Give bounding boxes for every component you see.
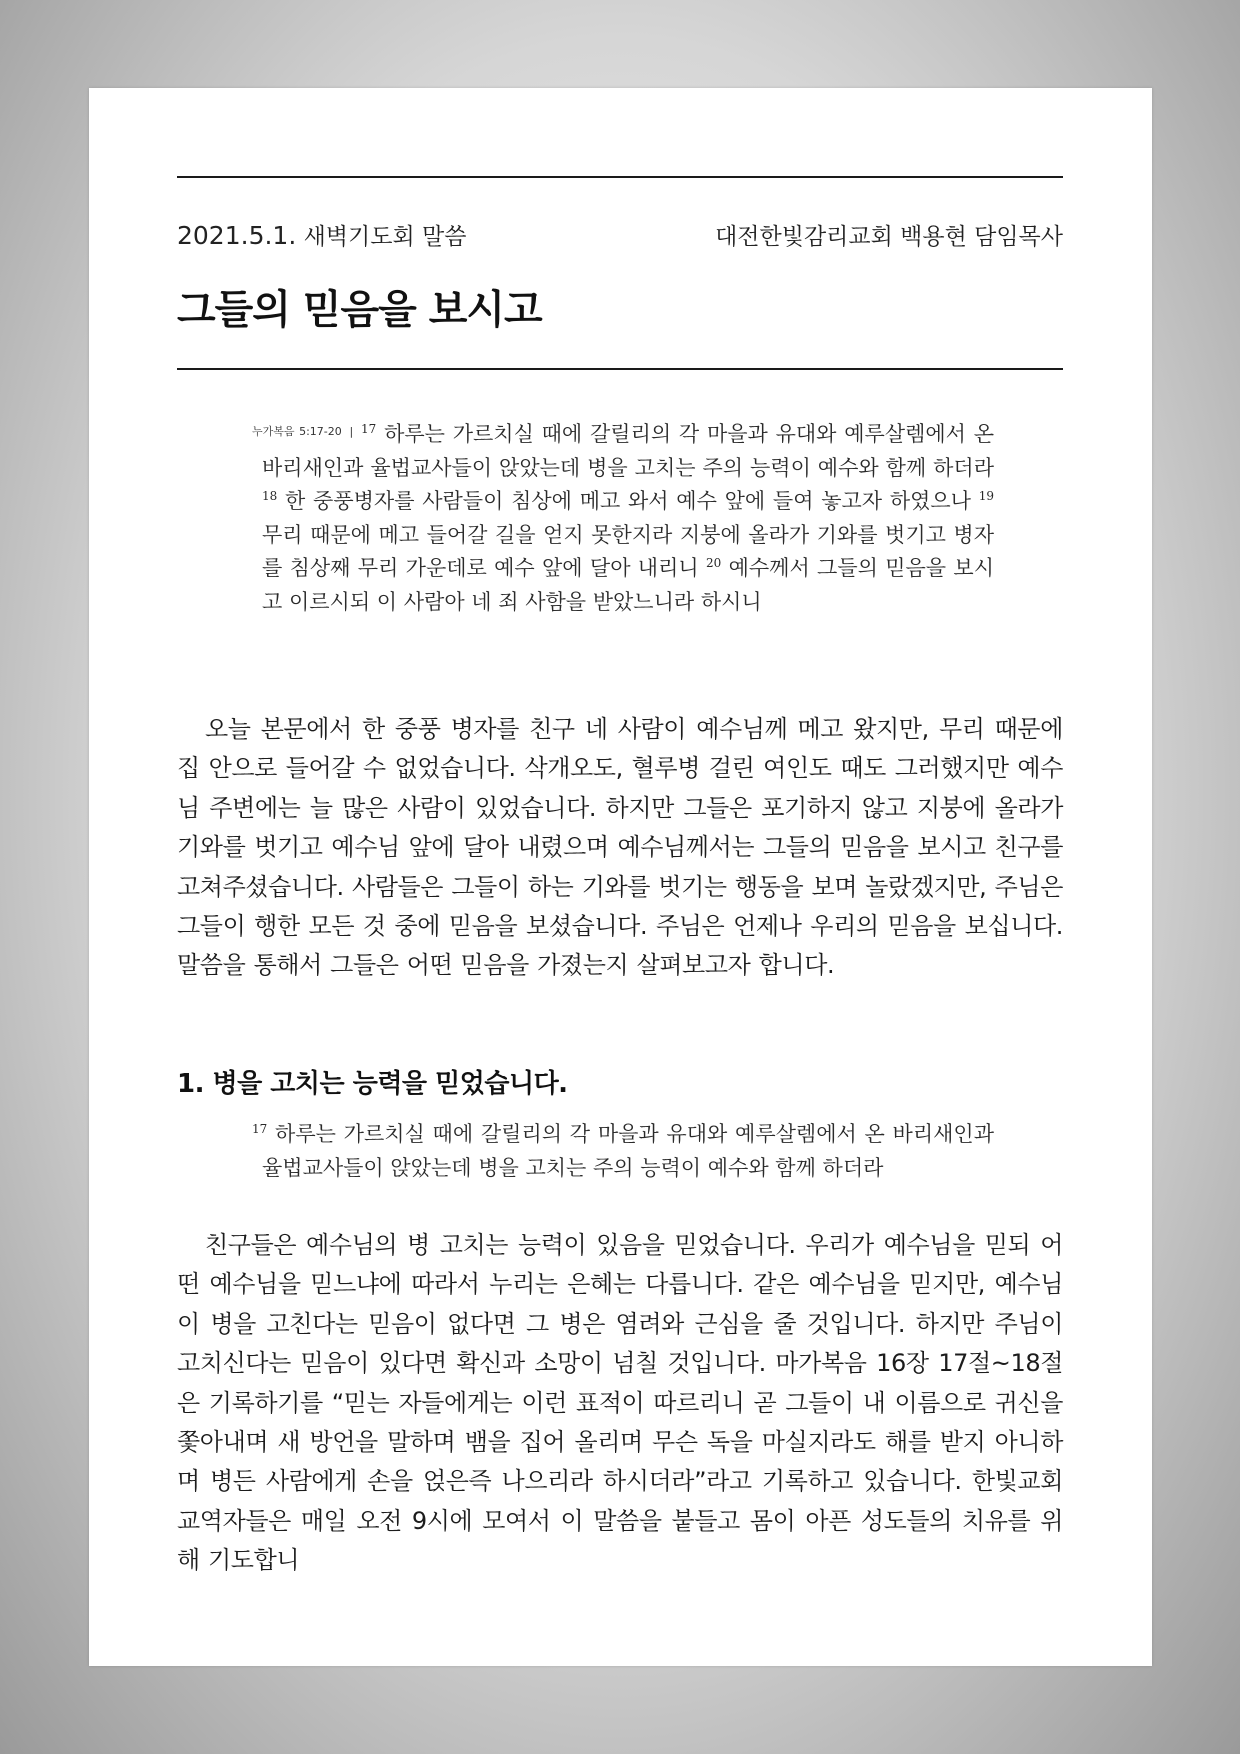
verse-text: 한 중풍병자를 사람들이 침상에 메고 와서 예수 앞에 들여 놓고자 하였으나: [285, 489, 971, 513]
church-name: 대전한빛감리교회: [715, 224, 893, 250]
verse-number: 20: [705, 556, 722, 570]
section-paragraph: 친구들은 예수님의 병 고치는 능력이 있음을 믿었습니다. 우리가 예수님을 믿되 어떤 예수님을 믿느냐에 따라서 누리는 은혜는 다릅니다. 같은 예수님을 믿지만, 예수님이 병을 고친다는 믿음이 없다면 그 병은 염려와 근심을 줄 것입니다. 하지만 주님이 고치신다는 믿음이 있다면 확신과 소망이 넘칠 것입니다. 마가복음 16장 17절~18절은 기록하기를 “믿는 자들에게는 이런 표적이 따르리니 곧 그들이 내 이름으로 귀신을 쫓아내며 새 방언을 말하며 뱀을 집어 올리며 무슨 독을 마실지라도 해를 받지 아니하며 병든 사람에게 손을 얹은즉 나으리라 하시더라”라고 기록하고 있습니다. 한빛교회 교역자들은 매일 오전 9시에 모여서 이 말씀을 붙들고 몸이 아픈 성도들의 치유를 위해 기도합니: [177, 1231, 1063, 1575]
sermon-date-line: [177, 218, 466, 251]
verse-text: 하루는 가르치실 때에 갈릴리의 각 마을과 유대와 예루살렘에서 온 바리새인과 율법교사들이 앉았는데 병을 고치는 주의 능력이 예수와 함께 하더라: [262, 422, 994, 480]
scripture-separator: |: [349, 425, 354, 438]
verse-text: 하루는 가르치실 때에 갈릴리의 각 마을과 유대와 예루살렘에서 온 바리새인과 율법교사들이 앉았는데 병을 고치는 주의 능력이 예수와 함께 하더라: [262, 1122, 994, 1180]
verse-number: 17: [252, 1122, 268, 1136]
verse-text: 예수께서 그들의 믿음을 보시고 이르시되 이 사람아 네 죄 사함을 받았느니라 하시니: [262, 556, 994, 614]
page-title: 그들의 믿음을 보시고: [177, 287, 542, 333]
section-scripture: [252, 1118, 994, 1185]
title-rule: [177, 368, 1063, 370]
service-name: 새벽기도회 말씀: [303, 224, 467, 250]
top-rule: [177, 176, 1063, 178]
verse-number: 17: [361, 422, 377, 436]
section-heading: 1. 병을 고치는 능력을 믿었습니다.: [177, 1069, 568, 1099]
verse-number: 19: [978, 489, 994, 503]
preacher-name: 백용현: [900, 224, 967, 250]
intro-paragraph: 오늘 본문에서 한 중풍 병자를 친구 네 사람이 예수님께 메고 왔지만, 무리 때문에 집 안으로 들어갈 수 없었습니다. 삭개오도, 혈루병 걸린 여인도 때도 그러했지만 예수님 주변에는 늘 많은 사람이 있었습니다. 하지만 그들은 포기하지 않고 지붕에 올라가 기와를 벗기고 예수님 앞에 달아 내렸으며 예수님께서는 그들의 믿음을 보시고 친구를 고쳐주셨습니다. 사람들은 그들이 하는 기와를 벗기는 행동을 보며 놀랐겠지만, 주님은 그들이 행한 모든 것 중에 믿음을 보셨습니다. 주님은 언제나 우리의 믿음을 보십니다. 말씀을 통해서 그들은 어떤 믿음을 가졌는지 살펴보고자 합니다.: [177, 715, 1063, 980]
document-page: [89, 88, 1152, 1666]
verse-text: 무리 때문에 메고 들어갈 길을 얻지 못한지라 지붕에 올라가 기와를 벗기고 병자를 침상째 무리 가운데로 예수 앞에 달아 내리니: [262, 522, 994, 580]
verse-number: 18: [262, 489, 278, 503]
scripture-passage: [252, 415, 994, 619]
preacher-position: 담임목사: [974, 224, 1063, 250]
scripture-reference: 누가복음 5:17-20: [252, 425, 342, 438]
sermon-date: 2021.5.1.: [177, 221, 297, 250]
preacher-line: [715, 218, 1063, 251]
